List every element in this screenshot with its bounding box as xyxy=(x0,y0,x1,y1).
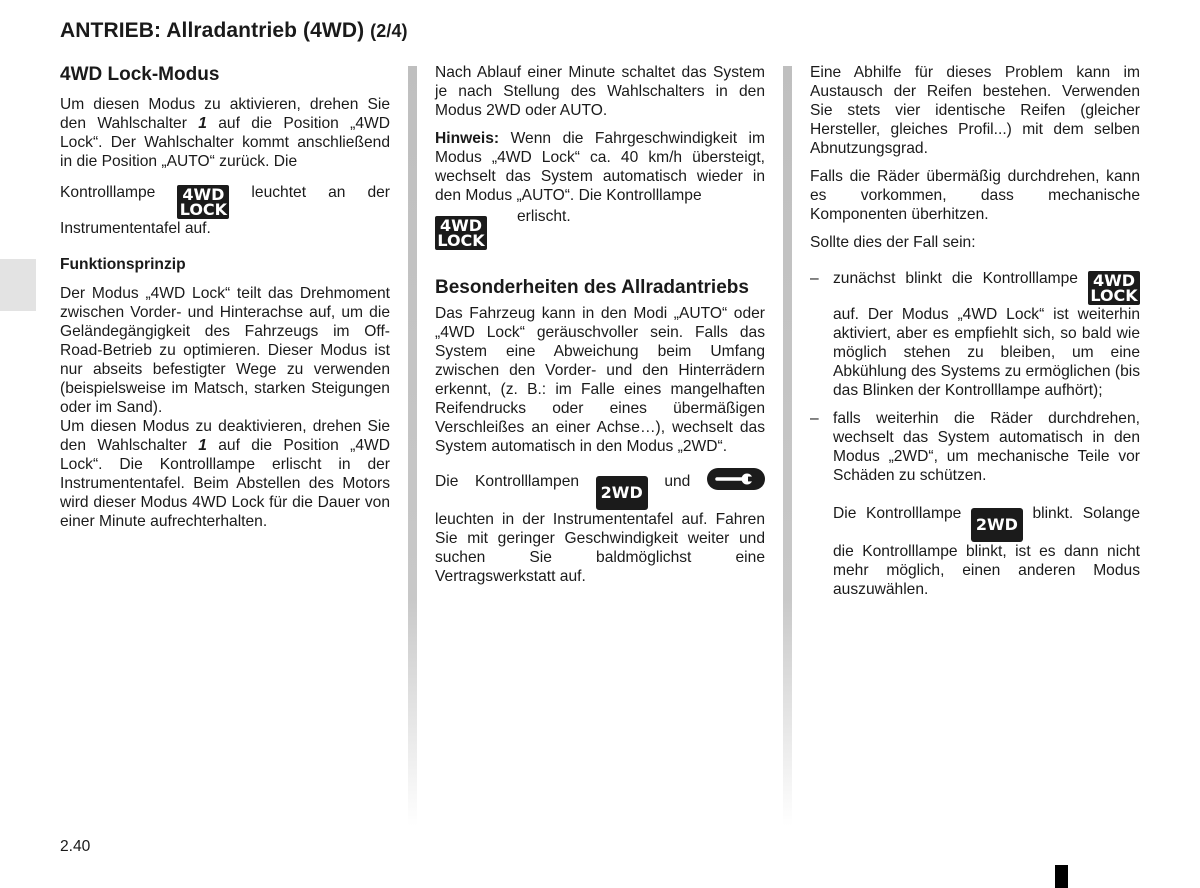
column-divider xyxy=(783,66,792,826)
paragraph: Die Kontrolllampen 2WD und leuchten in der Instrumententafel auf. Fahren Sie mit geringer Geschwindigkeit weiter und suchen Sie baldmöglichst eine Vertragswerkstatt auf. xyxy=(435,468,765,586)
4wd-lock-indicator-icon: 4WD LOCK xyxy=(1088,271,1140,305)
2wd-indicator-icon: 2WD xyxy=(971,508,1023,542)
sub-heading: Funktionsprinzip xyxy=(60,256,186,273)
4wd-lock-indicator-icon: 4WD LOCK xyxy=(177,185,229,219)
column-3 xyxy=(810,63,1140,599)
4wd-lock-indicator-icon: 4WD LOCK xyxy=(435,216,487,250)
page-number: 2.40 xyxy=(60,838,91,855)
paragraph: 4WD LOCK erlischt. xyxy=(435,207,765,250)
section-heading: Besonderheiten des Allradantriebs xyxy=(435,277,749,298)
paragraph: Der Modus „4WD Lock“ teilt das Drehmoment zwischen Vorder- und Hinterachse auf, um die Geländegängigkeit des Fahrzeugs im Off-Road-Betrieb zu optimieren. Dieser Modus ist nur abseits befestigter Wege zu verwenden (beispielsweise im Matsch, starken Steigungen oder im Sand). xyxy=(60,285,390,416)
2wd-indicator-icon: 2WD xyxy=(596,476,648,510)
paragraph: Um diesen Modus zu deaktivieren, drehen Sie den Wahlschalter 1 auf die Position „4WD Lock“. Die Kontrolllampe erlischt in der Instrumententafel. Beim Abstellen des Motors wird dieser Modus 4WD Lock für die Dauer von einer Minute aufrechterhalten. xyxy=(60,418,391,530)
column-2 xyxy=(435,63,765,586)
paragraph: Sollte dies der Fall sein: xyxy=(810,234,976,251)
paragraph: Die Kontrolllampe 2WD blinkt. Solange die Kontrolllampe blinkt, ist es dann nicht mehr möglich, einen anderen Modus auszuwählen. xyxy=(833,505,1140,598)
column-1 xyxy=(60,63,390,531)
title-page-of: (2/4) xyxy=(370,21,408,41)
list-item: – zunächst blinkt die Kontrolllampe 4WD LOCK auf. Der Modus „4WD Lock“ ist weiterhin aktiviert, aber es empfiehlt sich, so bald wie möglich stehen zu bleiben, um eine Abkühlung des Systems zu ermöglichen (bis das Blinken der Kontrolllampe aufhört); xyxy=(810,270,1140,399)
section-tab xyxy=(0,259,36,311)
paragraph: Eine Abhilfe für dieses Problem kann im Austausch der Reifen bestehen. Verwenden Sie stets vier identische Reifen (gleicher Hersteller, gleiches Profil...) mit dem selben Abnutzungsgrad. xyxy=(810,64,1140,157)
paragraph: Nach Ablauf einer Minute schaltet das System je nach Stellung des Wahlschalters in den Modus 2WD oder AUTO. xyxy=(435,64,765,119)
column-divider xyxy=(408,66,417,826)
page-marker xyxy=(1055,865,1068,888)
wrench-icon xyxy=(707,468,765,490)
paragraph: Das Fahrzeug kann in den Modi „AUTO“ oder „4WD Lock“ geräuschvoller sein. Falls das System eine Abweichung beim Umfang zwischen den Vorder- und den Hinterrädern erkennt, (z. B.: im Falle eines mangelhaften Reifendrucks oder eines übermäßigen Verschleißes an einer Achse…), wechselt das System automatisch in den Modus „2WD“. xyxy=(435,305,765,455)
paragraph: Um diesen Modus zu aktivieren, drehen Sie den Wahlschalter 1 auf die Position „4WD Lock“. Der Wahlschalter kommt anschließend in die Position „AUTO“ zurück. Die xyxy=(60,96,391,170)
page-title xyxy=(60,19,408,43)
title-text: ANTRIEB: Allradantrieb (4WD) xyxy=(60,19,365,42)
section-heading: 4WD Lock-Modus xyxy=(60,64,220,85)
paragraph: Kontrolllampe 4WD LOCK leuchtet an der Instrumententafel auf. xyxy=(60,184,390,237)
paragraph: Falls die Räder übermäßig durchdrehen, kann es vorkommen, dass mechanische Komponenten überhitzen. xyxy=(810,168,1140,223)
bullet-list xyxy=(810,269,1140,485)
list-item: – falls weiterhin die Räder durchdrehen, wechselt das System automatisch in den Modus „2WD“, um mechanische Teile vor Schäden zu schützen. xyxy=(810,410,1140,484)
note-label: Hinweis: xyxy=(435,130,500,147)
note-paragraph: Hinweis: Wenn die Fahrgeschwindigkeit im Modus „4WD Lock“ ca. 40 km/h übersteigt, wechselt das System automatisch wieder in den Modus „AUTO“. Die Kontrolllampe xyxy=(435,130,765,204)
